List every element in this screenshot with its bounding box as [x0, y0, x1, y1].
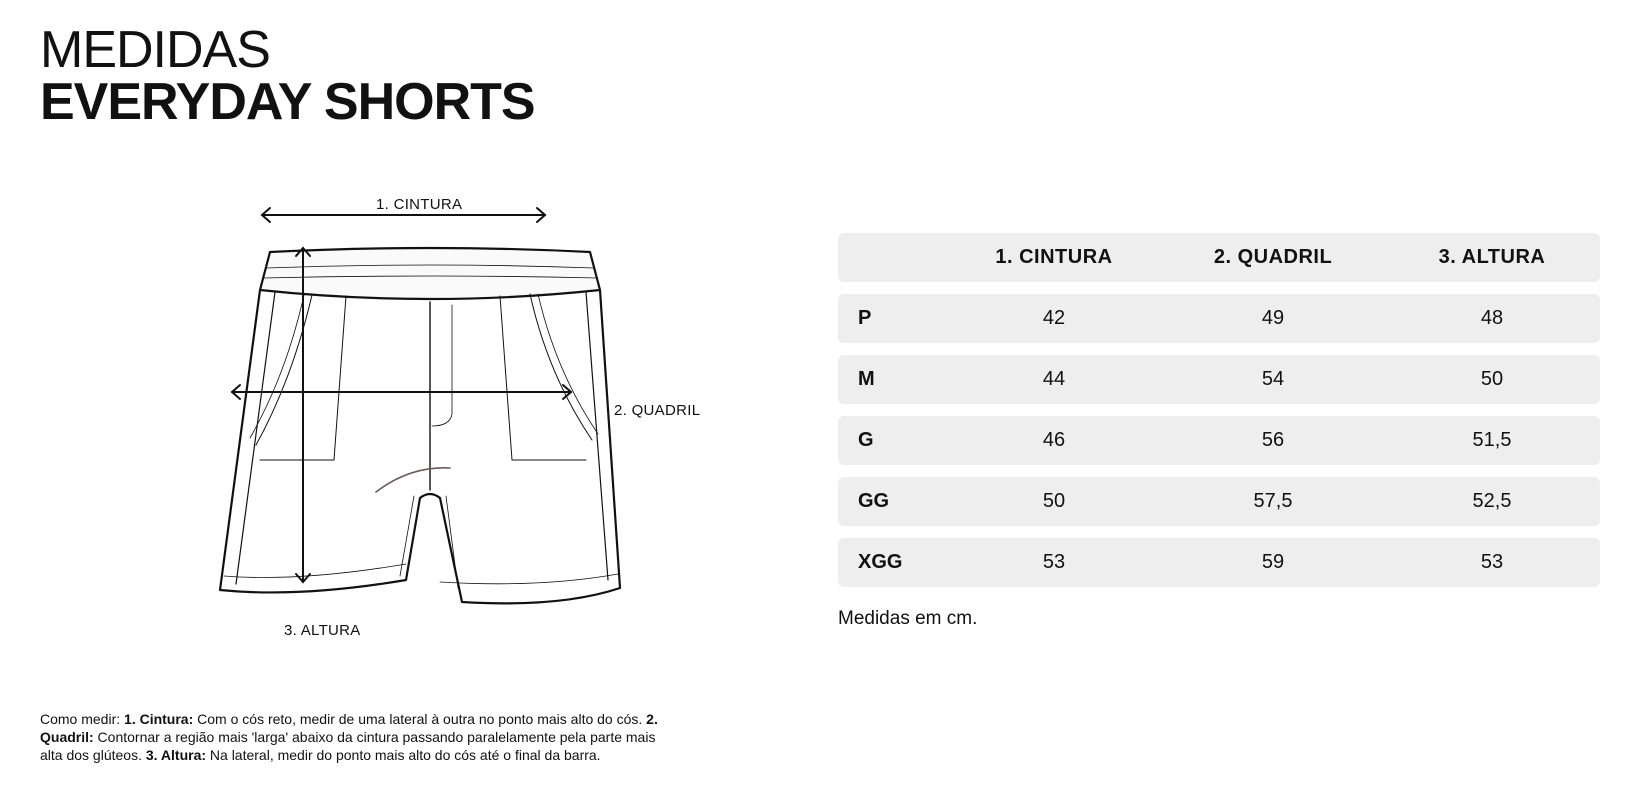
size-cell: P	[858, 307, 872, 329]
title-line-1: MEDIDAS	[40, 21, 270, 79]
howto-label-altura: 3. Altura:	[145, 747, 207, 763]
table-row	[838, 294, 1600, 343]
size-cell: G	[858, 429, 874, 451]
shorts-diagram	[200, 190, 720, 650]
quadril-cell: 57,5	[1253, 490, 1293, 512]
table-row	[838, 355, 1600, 404]
cintura-cell: 53	[1042, 551, 1066, 573]
altura-cell: 53	[1480, 551, 1504, 573]
altura-cell: 51,5	[1472, 429, 1512, 451]
table-row	[838, 538, 1600, 587]
howto-intro: Como medir:	[40, 711, 125, 727]
header-altura: 3. ALTURA	[1438, 246, 1546, 268]
altura-cell: 50	[1480, 368, 1504, 390]
table-row	[838, 477, 1600, 526]
page-title	[40, 21, 535, 131]
header-cintura: 1. CINTURA	[995, 246, 1113, 268]
howto-text-altura: Na lateral, medir do ponto mais alto do cós até o final da barra.	[206, 747, 601, 763]
quadril-cell: 56	[1261, 429, 1285, 451]
table-row	[838, 416, 1600, 465]
header-size	[858, 233, 958, 282]
label-cintura: 1. CINTURA	[376, 196, 463, 213]
cintura-cell: 42	[1042, 307, 1066, 329]
altura-cell: 52,5	[1472, 490, 1512, 512]
size-cell: GG	[858, 490, 890, 512]
size-cell: M	[858, 368, 875, 390]
how-to-measure	[40, 710, 680, 764]
size-cell: XGG	[858, 551, 903, 573]
cintura-cell: 50	[1042, 490, 1066, 512]
label-quadril: 2. QUADRIL	[614, 402, 701, 419]
cintura-cell: 46	[1042, 429, 1066, 451]
quadril-cell: 59	[1261, 551, 1285, 573]
shorts-illustration	[200, 190, 720, 650]
label-altura: 3. ALTURA	[284, 622, 361, 639]
howto-label-cintura: 1. Cintura:	[124, 711, 194, 727]
cintura-cell: 44	[1042, 368, 1066, 390]
header-quadril: 2. QUADRIL	[1213, 246, 1333, 268]
table-header-row	[838, 233, 1600, 282]
title-line-2: EVERYDAY SHORTS	[40, 73, 535, 131]
altura-cell: 48	[1480, 307, 1504, 329]
units-note: Medidas em cm.	[838, 608, 978, 629]
size-table	[838, 233, 1600, 599]
howto-label-quadril: 2. Quadril:	[40, 711, 658, 745]
howto-text-quadril: Contornar a região mais 'larga' abaixo da cintura passando paralelamente pela parte mais alta dos glúteos.	[40, 729, 656, 763]
quadril-cell: 54	[1261, 368, 1285, 390]
howto-text-cintura: Com o cós reto, medir de uma lateral à outra no ponto mais alto do cós.	[193, 711, 643, 727]
quadril-cell: 49	[1261, 307, 1285, 329]
